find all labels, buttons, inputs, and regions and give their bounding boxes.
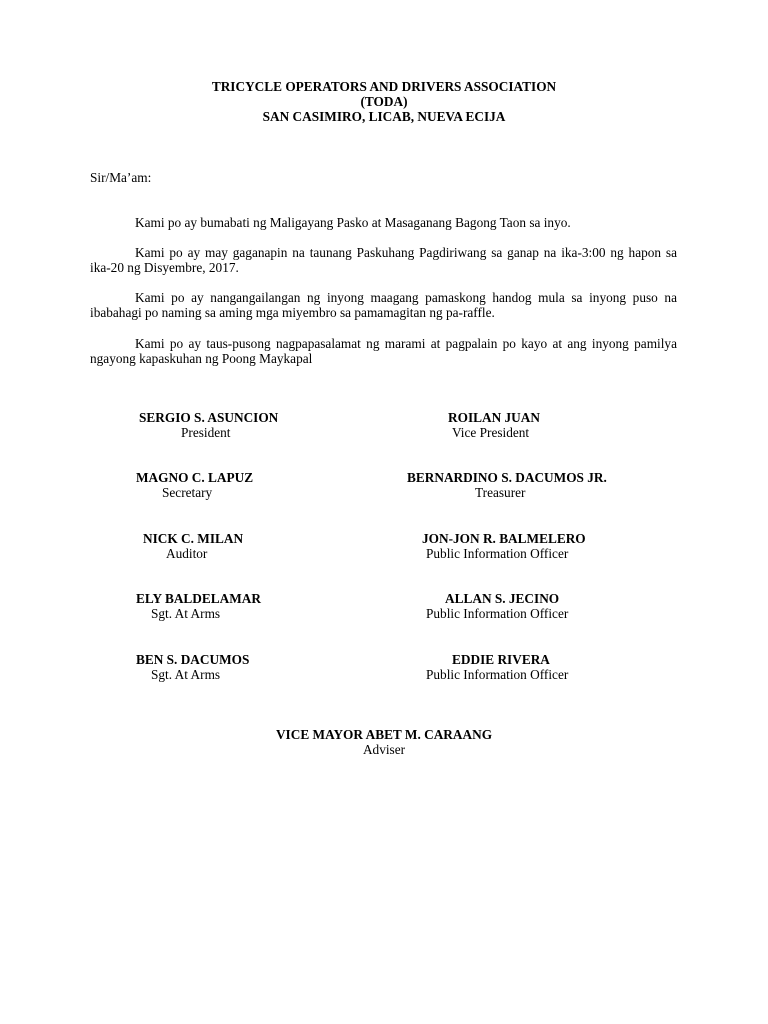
- adviser-name: VICE MAYOR ABET M. CARAANG: [275, 727, 493, 742]
- paragraph-event: Kami po ay may gaganapin na taunang Paskuhang Pagdiriwang sa ganap na ika-3:00 ng hapon sa ika-20 ng Disyembre, 2017.: [90, 245, 677, 275]
- officer-role: Auditor: [166, 546, 208, 561]
- officer-role: Secretary: [162, 485, 213, 500]
- officer-name: JON-JON R. BALMELERO: [422, 531, 586, 546]
- officer-role: Public Information Officer: [426, 667, 569, 682]
- adviser-role: Adviser: [362, 742, 406, 757]
- officer-role: Sgt. At Arms: [151, 667, 221, 682]
- officer-role: Public Information Officer: [426, 606, 569, 621]
- salutation: Sir/Ma’am:: [90, 170, 152, 185]
- officer-name: EDDIE RIVERA: [452, 652, 550, 667]
- officer-name: NICK C. MILAN: [143, 531, 244, 546]
- officer-role: Sgt. At Arms: [151, 606, 221, 621]
- officer-role: Public Information Officer: [426, 546, 569, 561]
- officer-name: MAGNO C. LAPUZ: [136, 470, 254, 485]
- officer-name: BEN S. DACUMOS: [136, 652, 250, 667]
- association-address: SAN CASIMIRO, LICAB, NUEVA ECIJA: [262, 109, 506, 124]
- officer-role: Vice President: [452, 425, 530, 440]
- officer-name: ELY BALDELAMAR: [136, 591, 261, 606]
- paragraph-thanks: Kami po ay taus-pusong nagpapasalamat ng marami at pagpalain po kayo at ang inyong pamilya ngayong kapaskuhan ng Poong Maykapal: [90, 336, 677, 366]
- officer-role: Treasurer: [475, 485, 526, 500]
- officer-name: ROILAN JUAN: [448, 410, 540, 425]
- officer-name: ALLAN S. JECINO: [445, 591, 560, 606]
- officer-name: SERGIO S. ASUNCION: [139, 410, 279, 425]
- association-name: TRICYCLE OPERATORS AND DRIVERS ASSOCIATION: [211, 79, 557, 94]
- paragraph-greeting: Kami po ay bumabati ng Maligayang Pasko at Masaganang Bagong Taon sa inyo.: [135, 215, 571, 230]
- paragraph-request: Kami po ay nangangailangan ng inyong maagang pamaskong handog mula sa inyong puso na ibabahagi po naming sa aming mga miyembro sa pamamagitan ng pa-raffle.: [90, 290, 677, 320]
- officer-role: President: [181, 425, 231, 440]
- association-acronym: (TODA): [360, 94, 408, 109]
- officer-name: BERNARDINO S. DACUMOS JR.: [407, 470, 607, 485]
